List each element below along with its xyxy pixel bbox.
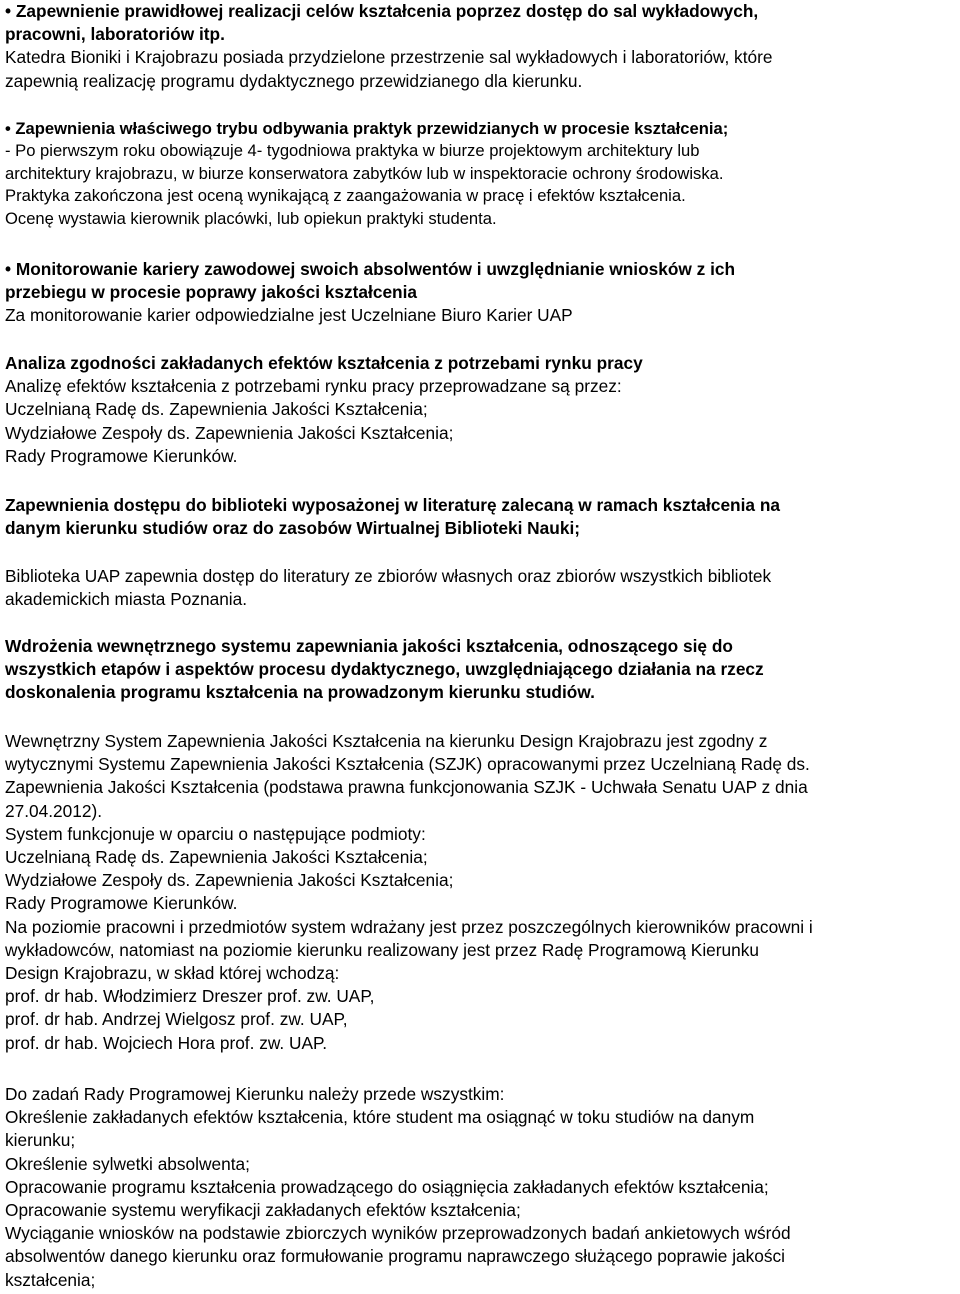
paragraph-line: Ocenę wystawia kierownik placówki, lub opiekun praktyki studenta.	[5, 208, 497, 228]
section-library-access	[5, 494, 957, 540]
paragraph-line: Wyciąganie wniosków na podstawie zbiorczych wyników przeprowadzonych badań ankietowych wśród	[5, 1223, 791, 1244]
paragraph-line: Design Krajobrazu, w skład której wchodzą:	[5, 963, 340, 984]
paragraph-line: Wewnętrzny System Zapewnienia Jakości Kształcenia na kierunku Design Krajobrazu jest zgodny z	[5, 731, 768, 751]
paragraph-line: 27.04.2012).	[5, 800, 103, 821]
paragraph-line: - Po pierwszym roku obowiązuje 4- tygodniowa praktyka w biurze projektowym architektury lub	[5, 141, 700, 161]
paragraph-line: zapewnią realizację programu dydaktycznego przewidzianego dla kierunku.	[5, 70, 583, 91]
paragraph-line: Biblioteka UAP zapewnia dostęp do literatury ze zbiorów własnych oraz zbiorów wszystkich bibliotek	[5, 566, 772, 586]
section-heading-line: wszystkich etapów i aspektów procesu dydaktycznego, uwzględniającego działania na rzecz	[5, 659, 764, 680]
paragraph-line: Zapewnienia Jakości Kształcenia (podstawa prawna funkcjonowania SZJK - Uchwała Senatu UAP z dnia	[5, 777, 808, 798]
section-labour-market-analysis	[5, 352, 957, 468]
paragraph-line: Opracowanie programu kształcenia prowadzącego do osiągnięcia zakładanych efektów kształcenia;	[5, 1176, 769, 1197]
paragraph-line: akademickich miasta Poznania.	[5, 589, 248, 610]
paragraph-line: Rady Programowe Kierunków.	[5, 893, 238, 914]
section-quality-system	[5, 635, 957, 705]
paragraph-line: Opracowanie systemu weryfikacji zakładanych efektów kształcenia;	[5, 1200, 521, 1221]
section-heading-line: pracowni, laboratoriów itp.	[5, 24, 225, 45]
section-career-monitoring	[5, 258, 957, 328]
section-heading-line: Analiza zgodności zakładanych efektów kształcenia z potrzebami rynku pracy	[5, 353, 643, 373]
paragraph-line: Do zadań Rady Programowej Kierunku należy przede wszystkim:	[5, 1084, 505, 1104]
paragraph-line: wytycznymi Systemu Zapewnienia Jakości Kształcenia (SZJK) opracowanymi przez Uczelnianą Radę ds.	[5, 754, 810, 775]
paragraph-line: Na poziomie pracowni i przedmiotów system wdrażany jest przez poszczególnych kierowników pracowni i	[5, 916, 813, 937]
paragraph-line: Uczelnianą Radę ds. Zapewnienia Jakości Kształcenia;	[5, 847, 428, 868]
section-heading-line: • Zapewnienie prawidłowej realizacji celów kształcenia poprzez dostęp do sal wykładowych,	[5, 1, 759, 21]
section-heading-line: Zapewnienia dostępu do biblioteki wyposażonej w literaturę zalecaną w ramach kształcenia na	[5, 495, 780, 515]
section-heading-line: • Zapewnienia właściwego trybu odbywania praktyk przewidzianych w procesie kształcenia;	[5, 119, 729, 138]
section-heading-line: danym kierunku studiów oraz do zasobów Wirtualnej Biblioteki Nauki;	[5, 518, 580, 539]
section-internships	[5, 118, 957, 230]
paragraph-line: Uczelnianą Radę ds. Zapewnienia Jakości Kształcenia;	[5, 399, 428, 420]
paragraph-line: absolwentów danego kierunku oraz formułowanie programu naprawczego służącego poprawie jakości	[5, 1246, 786, 1267]
paragraph-line: Katedra Bioniki i Krajobrazu posiada przydzielone przestrzenie sal wykładowych i laboratoriów, które	[5, 47, 773, 68]
paragraph-line: wykładowców, natomiast na poziomie kierunku realizowany jest przez Radę Programową Kierunku	[5, 939, 760, 960]
section-classrooms	[5, 0, 957, 93]
paragraph-line: Praktyka zakończona jest oceną wynikającą z zaangażowania w pracę i efektów kształcenia.	[5, 186, 686, 206]
section-heading-line: • Monitorowanie kariery zawodowej swoich absolwentów i uwzględnianie wniosków z ich	[5, 259, 736, 279]
paragraph-line: Określenie zakładanych efektów kształcenia, które student ma osiągnąć w toku studiów na danym	[5, 1107, 755, 1128]
paragraph-line: Za monitorowanie karier odpowiedzialne jest Uczelniane Biuro Karier UAP	[5, 305, 573, 326]
paragraph-line: Rady Programowe Kierunków.	[5, 445, 238, 466]
section-heading-line: doskonalenia programu kształcenia na prowadzonym kierunku studiów.	[5, 682, 595, 703]
paragraph-line: Analizę efektów kształcenia z potrzebami rynku pracy przeprowadzane są przez:	[5, 376, 622, 397]
paragraph-line: prof. dr hab. Andrzej Wielgosz prof. zw. UAP,	[5, 1009, 348, 1030]
paragraph-line: architektury krajobrazu, w biurze konserwatora zabytków lub w inspektoracie ochrony środowiska.	[5, 163, 724, 183]
section-library-access-body	[5, 565, 957, 611]
section-heading-line: przebiegu w procesie poprawy jakości kształcenia	[5, 282, 418, 303]
paragraph-line: Określenie sylwetki absolwenta;	[5, 1153, 250, 1174]
paragraph-line: Wydziałowe Zespoły ds. Zapewnienia Jakości Kształcenia;	[5, 870, 454, 891]
section-heading-line: Wdrożenia wewnętrznego systemu zapewniania jakości kształcenia, odnoszącego się do	[5, 636, 733, 656]
paragraph-line: System funkcjonuje w oparciu o następujące podmioty:	[5, 823, 426, 844]
paragraph-line: prof. dr hab. Włodzimierz Dreszer prof. zw. UAP,	[5, 986, 375, 1007]
paragraph-line: prof. dr hab. Wojciech Hora prof. zw. UAP.	[5, 1032, 328, 1053]
section-quality-system-body	[5, 730, 957, 1055]
paragraph-line: Wydziałowe Zespoły ds. Zapewnienia Jakości Kształcenia;	[5, 422, 454, 443]
paragraph-line: kierunku;	[5, 1130, 76, 1151]
paragraph-line: kształcenia;	[5, 1269, 96, 1290]
section-programme-council-tasks	[5, 1083, 957, 1292]
